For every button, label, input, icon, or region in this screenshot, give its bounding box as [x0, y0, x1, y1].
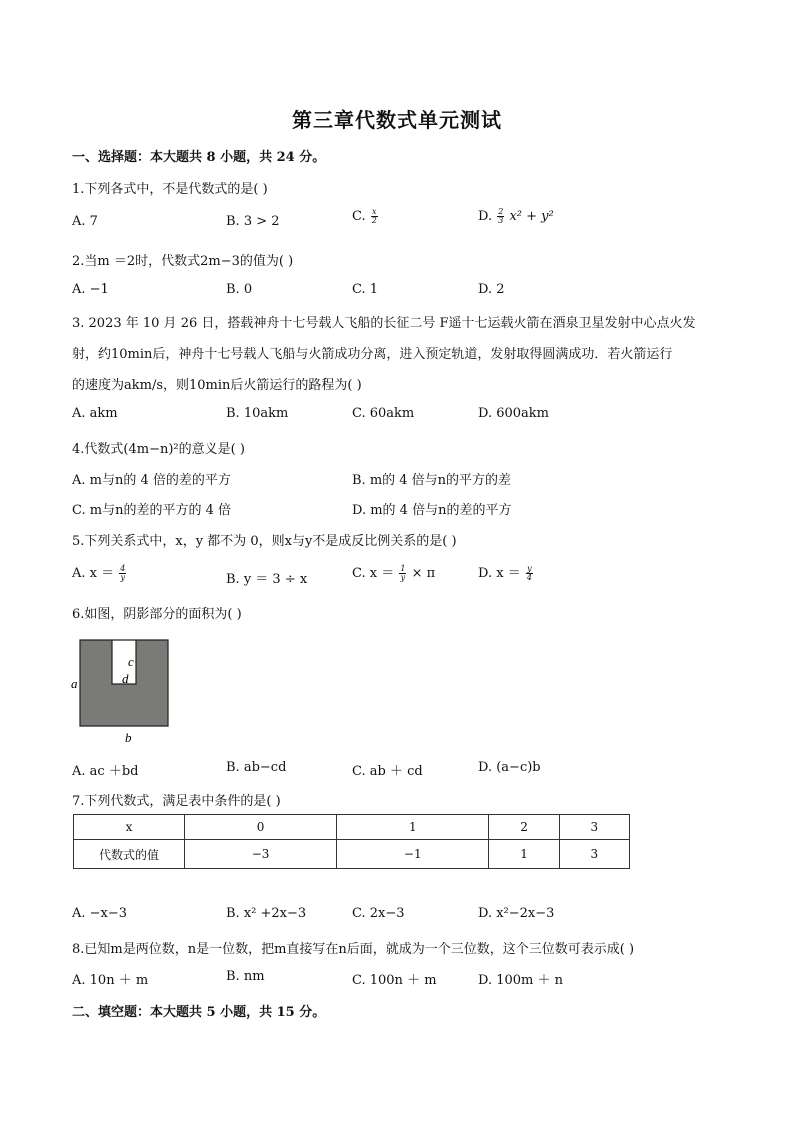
table-cell: 3: [559, 840, 629, 869]
option-a-prefix: A. x ＝: [72, 566, 115, 581]
question-8-option-a: A. 10n ＋ m: [72, 973, 149, 988]
fraction: [526, 565, 533, 582]
table-header-row: [74, 815, 630, 840]
label-d: d: [122, 671, 129, 686]
question-5-option-c: [352, 562, 435, 582]
fraction-numerator: 2: [498, 207, 504, 216]
fraction-denominator: 4: [526, 573, 532, 582]
option-d-rest: x² + y²: [509, 209, 554, 224]
question-8-option-b: B. nm: [226, 969, 265, 984]
question-1-option-d: [478, 208, 554, 225]
table-cell: x: [74, 815, 185, 840]
question-2-option-a: A. −1: [72, 282, 109, 297]
label-c: c: [128, 654, 134, 669]
question-3-line-3: 的速度为akm/s，则10min后火箭运行的路程为( ): [72, 378, 362, 393]
fraction-denominator: 3: [498, 216, 504, 225]
question-8-stem: 8.已知m是两位数，n是一位数，把m直接写在n后面，就成为一个三位数，这个三位数可表示成( ): [72, 942, 635, 957]
question-6-option-d: D. (a−c)b: [478, 760, 541, 775]
question-6-option-b: B. ab−cd: [226, 760, 287, 775]
question-8-option-c: C. 100n ＋ m: [352, 973, 437, 988]
question-7-option-c: C. 2x−3: [352, 906, 405, 921]
question-6-option-a: A. ac ＋bd: [72, 764, 139, 779]
label-b: b: [125, 730, 132, 745]
table-cell: 1: [489, 840, 559, 869]
fraction: [497, 208, 504, 225]
fraction-denominator: y: [120, 573, 126, 582]
question-4-option-b: B. m的 4 倍与n的平方的差: [352, 473, 512, 488]
question-3-option-b: B. 10akm: [226, 406, 289, 421]
question-4-option-c: C. m与n的差的平方的 4 倍: [72, 503, 231, 518]
question-5-stem: 5.下列关系式中，x，y 都不为 0，则x与y不是成反比例关系的是( ): [72, 534, 457, 549]
question-4-stem: 4.代数式(4m−n)²的意义是( ): [72, 442, 245, 457]
option-d-prefix: D.: [478, 209, 493, 224]
fraction-numerator: 1: [400, 564, 406, 573]
question-6-stem: 6.如图，阴影部分的面积为( ): [72, 607, 242, 622]
question-5-option-d: [478, 562, 534, 582]
table-row: [74, 840, 630, 869]
question-1-stem: 1.下列各式中，不是代数式的是( ): [72, 182, 268, 197]
question-4-option-a: A. m与n的 4 倍的差的平方: [72, 473, 231, 488]
question-4-option-d: D. m的 4 倍与n的差的平方: [352, 503, 512, 518]
question-7-stem: 7.下列代数式，满足表中条件的是( ): [72, 794, 281, 809]
question-3-option-d: D. 600akm: [478, 406, 549, 421]
section-heading-fill-blank: 二、填空题：本大题共 5 小题，共 15 分。: [72, 1005, 326, 1020]
section-heading-choice: 一、选择题：本大题共 8 小题，共 24 分。: [72, 150, 326, 165]
table-cell: 代数式的值: [74, 840, 185, 869]
question-2-option-b: B. 0: [226, 282, 253, 297]
question-1-option-b: B. 3 > 2: [226, 214, 280, 229]
label-a: a: [71, 676, 78, 691]
table-cell: 0: [185, 815, 337, 840]
question-1-option-a: A. 7: [72, 214, 98, 229]
table-cell: −3: [185, 840, 337, 869]
question-7-option-d: D. x²−2x−3: [478, 906, 555, 921]
value-table: [73, 814, 630, 869]
option-d-prefix: D. x ＝: [478, 566, 521, 581]
question-7-option-b: B. x² +2x−3: [226, 906, 307, 921]
page-title: 第三章代数式单元测试: [292, 108, 502, 132]
table-cell: 1: [337, 815, 489, 840]
question-3-option-c: C. 60akm: [352, 406, 415, 421]
option-c-prefix: C. x ＝: [352, 566, 395, 581]
fraction-numerator: y: [527, 564, 532, 573]
question-7-option-a: A. −x−3: [72, 906, 128, 921]
fraction: [399, 565, 406, 582]
fraction: [119, 565, 126, 582]
question-3-line-1: 3. 2023 年 10 月 26 日，搭载神舟十七号载人飞船的长征二号 F遥十七运载火箭在酒泉卫星发射中心点火发: [72, 316, 696, 331]
table-cell: 3: [559, 815, 629, 840]
table-cell: −1: [337, 840, 489, 869]
shaded-area-figure: [70, 638, 180, 748]
fraction-numerator: 4: [120, 564, 126, 573]
question-1-option-c: [352, 208, 379, 225]
question-5-option-b: B. y ＝ 3 ÷ x: [226, 572, 308, 587]
question-6-option-c: C. ab ＋ cd: [352, 764, 423, 779]
question-8-option-d: D. 100m ＋ n: [478, 973, 564, 988]
fraction-denominator: y: [400, 573, 406, 582]
question-2-stem: 2.当m ＝2时，代数式2m−3的值为( ): [72, 254, 294, 269]
option-c-rest: × π: [411, 566, 436, 581]
fraction-numerator: x: [372, 207, 377, 216]
fraction-denominator: 2: [371, 216, 377, 225]
fraction: [371, 208, 378, 225]
question-5-option-a: [72, 562, 127, 582]
question-3-line-2: 射，约10min后，神舟十七号载人飞船与火箭成功分离，进入预定轨道，发射取得圆满成功．若火箭运行: [72, 347, 673, 362]
question-3-option-a: A. akm: [72, 406, 118, 421]
option-c-prefix: C.: [352, 209, 366, 224]
table-cell: 2: [489, 815, 559, 840]
question-2-option-c: C. 1: [352, 282, 379, 297]
question-2-option-d: D. 2: [478, 282, 505, 297]
